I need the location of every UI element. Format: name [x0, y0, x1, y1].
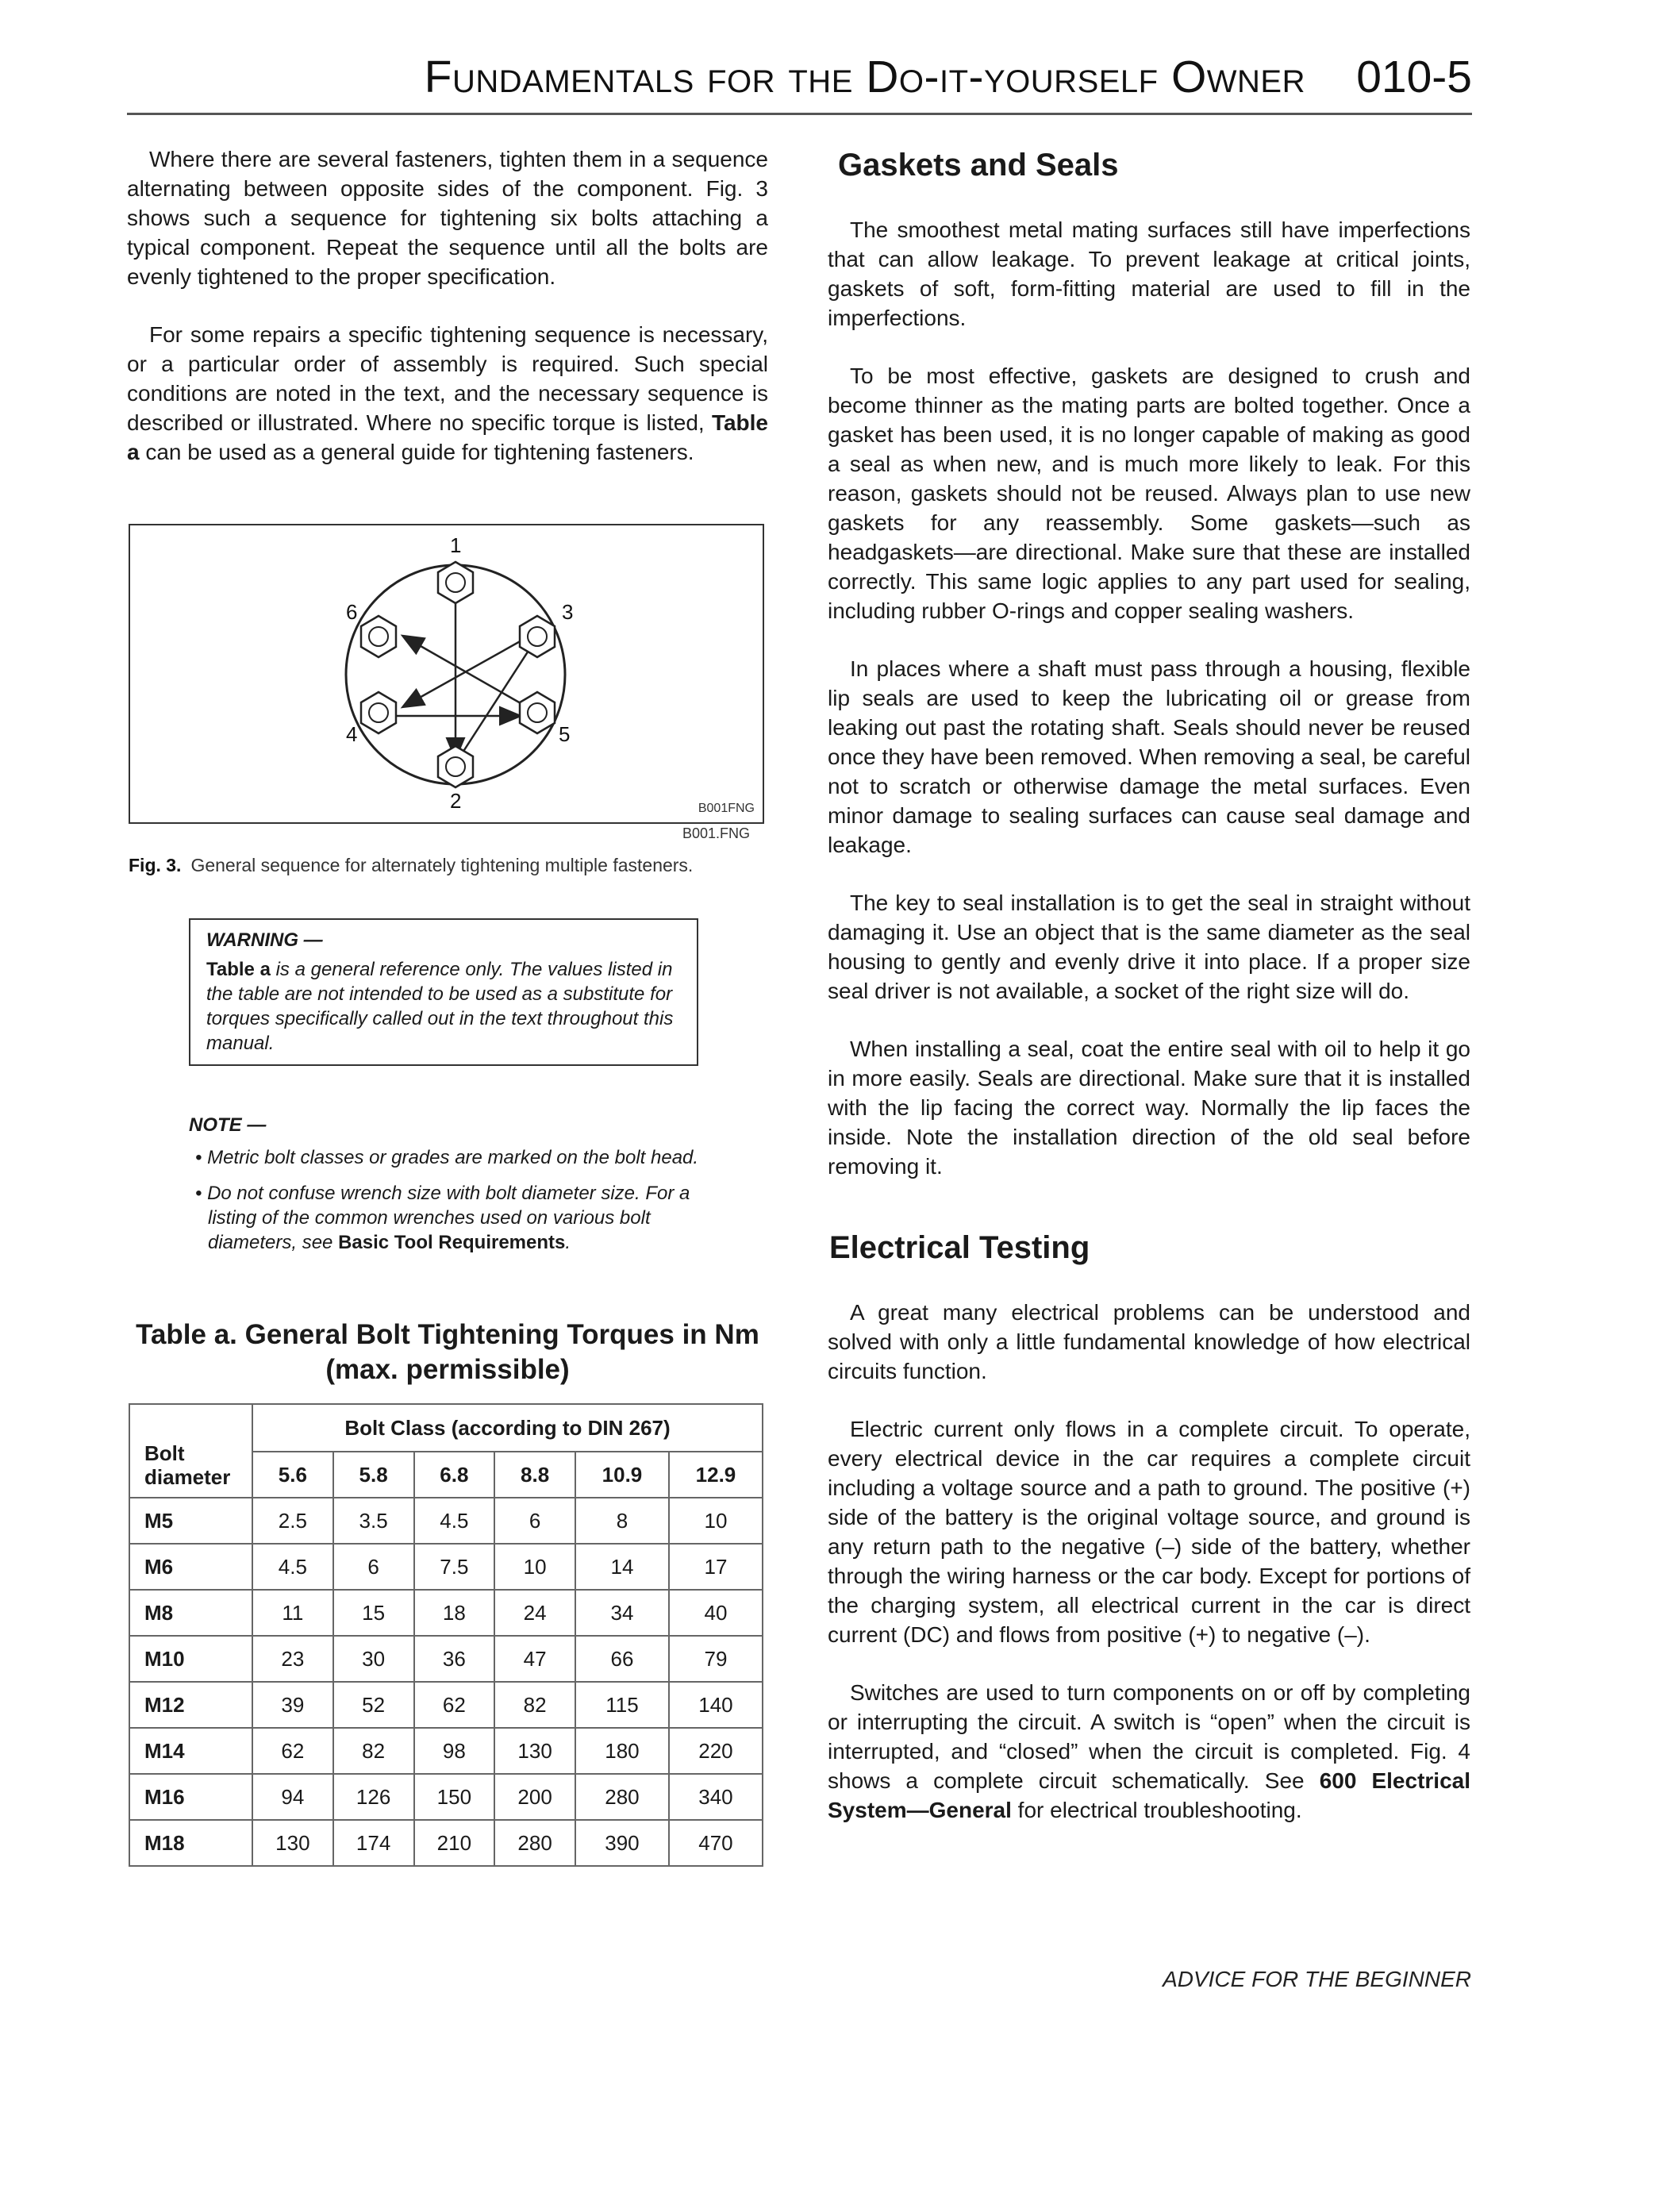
warning-table-ref: Table a — [206, 959, 271, 980]
paragraph — [828, 1678, 1470, 1825]
figure-caption — [129, 855, 693, 876]
bolt-label-6: 6 — [346, 600, 358, 624]
para2-text-c: can be used as a general guide for tightening fasteners. — [139, 440, 694, 464]
right-column — [828, 144, 1470, 1853]
paragraph: When installing a seal, coat the entire seal with oil to help it go in more easily. Seals are directional. Make sure that it is installed with the lip facing the correct way. Normally the lip faces the inside. Note the installation direction of the old seal before removing it. — [828, 1037, 1470, 1179]
paragraph: Electric current only flows in a complete circuit. To operate, every electrical device in the car requires a complete circuit including a voltage source and a path to ground. The positive (+) side of the battery is the original voltage source, and ground is any return path to the negative (–) side of the battery, whether through the wiring harness or the car body. Except for portions of the charging system, all electrical current in the car is direct current (DC) and flows from positive (+) to negative (–). — [828, 1417, 1470, 1647]
row-label: M10 — [129, 1636, 252, 1682]
table-cell: 6 — [494, 1498, 575, 1544]
paragraph: A great many electrical problems can be understood and solved with only a little fundamental knowledge of how electrical circuits function. — [828, 1300, 1470, 1383]
table-cell: 79 — [669, 1636, 763, 1682]
bolt-3-icon — [520, 616, 555, 657]
table-cell: 36 — [414, 1636, 495, 1682]
table-row — [129, 1498, 763, 1544]
table-cell: 130 — [252, 1820, 333, 1866]
figure-caption-text: General sequence for alternately tightening multiple fasteners. — [190, 855, 694, 875]
paragraph-special-sequence — [127, 320, 768, 467]
bolt-1-icon — [438, 562, 473, 603]
bolt-diameter-header: Bolt diameter — [129, 1404, 252, 1498]
note-item: • Do not confuse wrench size with bolt diameter size. For a listing of the common wrenches used on various bolt diameters, see Basic Tool Requirements. — [195, 1183, 690, 1253]
table-cell: 220 — [669, 1728, 763, 1774]
table-title — [127, 1318, 768, 1387]
figure-3 — [129, 524, 764, 824]
section-heading-gaskets: Gaskets and Seals — [838, 148, 1119, 183]
table-row — [129, 1820, 763, 1866]
figure-code-inner: B001FNG — [698, 802, 755, 815]
table-row — [129, 1636, 763, 1682]
table-cell: 82 — [494, 1682, 575, 1728]
paragraph: The smoothest metal mating surfaces still have imperfections that can allow leakage. To prevent leakage at critical joints, gaskets of soft, form-fitting material are used to fill in the imperfections. — [828, 217, 1470, 330]
note-item-1-text: Metric bolt classes or grades are marked on the bolt head. — [207, 1147, 699, 1168]
left-column — [127, 144, 768, 495]
table-cell: 280 — [494, 1820, 575, 1866]
table-cell: 340 — [669, 1774, 763, 1820]
bolt-6-icon — [361, 616, 396, 657]
table-cell: 94 — [252, 1774, 333, 1820]
table-cell: 115 — [575, 1682, 669, 1728]
table-cell: 17 — [669, 1544, 763, 1590]
bolt-label-1: 1 — [450, 533, 462, 557]
figure-code: B001.FNG — [682, 825, 751, 841]
table-cell: 47 — [494, 1636, 575, 1682]
row-label: M16 — [129, 1774, 252, 1820]
table-cell: 150 — [414, 1774, 495, 1820]
table-cell: 140 — [669, 1682, 763, 1728]
torque-table — [129, 1403, 763, 1867]
note-title: NOTE — — [189, 1114, 267, 1136]
warning-title: WARNING — — [206, 929, 323, 951]
page-header — [127, 49, 1472, 115]
bolt-label-2: 2 — [450, 789, 462, 813]
table-cell: 470 — [669, 1820, 763, 1866]
table-cell: 6 — [333, 1544, 414, 1590]
table-title-line-1: Table a. General Bolt Tightening Torques in Nm — [136, 1319, 759, 1350]
table-title-line-2: (max. permissible) — [325, 1354, 570, 1385]
table-cell: 62 — [414, 1682, 495, 1728]
table-row — [129, 1728, 763, 1774]
table-cell: 280 — [575, 1774, 669, 1820]
table-cell: 180 — [575, 1728, 669, 1774]
table-cell: 40 — [669, 1590, 763, 1636]
table-cell: 210 — [414, 1820, 495, 1866]
table-cell: 23 — [252, 1636, 333, 1682]
paragraph: The key to seal installation is to get the seal in straight without damaging it. Use an object that is the same diameter as the seal housing to gently and evenly drive it into place. If a proper size seal driver is not available, a socket of the right size will do. — [828, 891, 1470, 1003]
row-label: M6 — [129, 1544, 252, 1590]
note-item: • Metric bolt classes or grades are marked on the bolt head. — [195, 1147, 699, 1168]
row-label: M5 — [129, 1498, 252, 1544]
table-row — [129, 1682, 763, 1728]
row-label: M12 — [129, 1682, 252, 1728]
p8-text-c: for electrical troubleshooting. — [1011, 1798, 1302, 1822]
column-header: 12.9 — [669, 1452, 763, 1498]
table-cell: 98 — [414, 1728, 495, 1774]
table-cell: 66 — [575, 1636, 669, 1682]
bolt-5-icon — [520, 692, 555, 733]
bolt-class-header: Bolt Class (according to DIN 267) — [252, 1404, 763, 1452]
section-heading-electrical: Electrical Testing — [829, 1230, 1090, 1265]
warning-box — [189, 918, 698, 1066]
table-cell: 39 — [252, 1682, 333, 1728]
column-header: 5.6 — [252, 1452, 333, 1498]
row-label: M8 — [129, 1590, 252, 1636]
table-cell: 130 — [494, 1728, 575, 1774]
warning-text — [206, 957, 681, 1056]
table-cell: 30 — [333, 1636, 414, 1682]
table-cell: 18 — [414, 1590, 495, 1636]
bolt-4-icon — [361, 692, 396, 733]
note-block — [189, 1113, 705, 1266]
warning-body: is a general reference only. The values listed in the table are not intended to be used as a substitute for torques specifically called out in the text throughout this manual. — [206, 959, 674, 1054]
footer-section-title: ADVICE FOR THE BEGINNER — [1163, 1967, 1471, 1991]
table-a-reference: Table a — [127, 410, 768, 464]
column-header: 6.8 — [414, 1452, 495, 1498]
p8-text-a: Switches are used to turn components on or off by completing or interrupting the circuit. A switch is “open” when the circuit is interrupted, and “closed” when the circuit is completed. Fig. 4 shows a complete circuit schematically. See — [828, 1680, 1470, 1793]
row-label: M18 — [129, 1820, 252, 1866]
note-item-2-text: Do not confuse wrench size with bolt diameter size. For a listing of the common wrenches used on various bolt diameters, see — [207, 1183, 690, 1253]
table-cell: 4.5 — [252, 1544, 333, 1590]
table-cell: 52 — [333, 1682, 414, 1728]
bolt-sequence-diagram — [130, 525, 763, 822]
table-cell: 82 — [333, 1728, 414, 1774]
table-cell: 126 — [333, 1774, 414, 1820]
bolt-label-3: 3 — [562, 600, 574, 624]
para2-text-a: For some repairs a specific tightening sequence is necessary, or a particular order of assembly is required. Such special conditions are noted in the text, and the necessary sequence is described or illustrated. Where no specific torque is listed, — [127, 322, 768, 435]
header-title: Fundamentals for the Do-it-yourself Owner — [424, 52, 1305, 102]
table-cell: 10 — [494, 1544, 575, 1590]
table-cell: 174 — [333, 1820, 414, 1866]
page-number: 010-5 — [1356, 52, 1472, 102]
table-cell: 200 — [494, 1774, 575, 1820]
table-cell: 2.5 — [252, 1498, 333, 1544]
table-cell: 34 — [575, 1590, 669, 1636]
column-header: 8.8 — [494, 1452, 575, 1498]
bolt-label-5: 5 — [559, 722, 571, 746]
table-cell: 3.5 — [333, 1498, 414, 1544]
bolt-label-4: 4 — [346, 722, 358, 746]
column-header: 5.8 — [333, 1452, 414, 1498]
electrical-system-reference: 600 Electrical System—General — [828, 1768, 1470, 1822]
paragraph: In places where a shaft must pass through a housing, flexible lip seals are used to keep the lubricating oil or grease from leaking out past the rotating shaft. Seals should never be reused once they have been removed. When removing a seal, be careful not to scratch or otherwise damage the metal surfaces. Even minor damage to sealing surfaces can cause seal damage and leakage. — [828, 656, 1470, 857]
table-cell: 4.5 — [414, 1498, 495, 1544]
table-cell: 10 — [669, 1498, 763, 1544]
table-cell: 11 — [252, 1590, 333, 1636]
paragraph: To be most effective, gaskets are designed to crush and become thinner as the mating parts are bolted together. Once a gasket has been used, it is no longer capable of making as good a seal as when new, and is much more likely to leak. For this reason, gaskets should not be reused. Always plan to use new gaskets for any reassembly. Some gaskets—such as headgaskets—are directional. Make sure that these are installed correctly. This same logic applies to any part used for sealing, including rubber O-rings and copper sealing washers. — [828, 364, 1470, 623]
column-header: 10.9 — [575, 1452, 669, 1498]
row-label: M14 — [129, 1728, 252, 1774]
table-cell: 8 — [575, 1498, 669, 1544]
basic-tool-reference: Basic Tool Requirements — [338, 1232, 566, 1253]
table-row — [129, 1590, 763, 1636]
note-item-2-end: . — [565, 1232, 571, 1253]
paragraph-sequence: Where there are several fasteners, tighten them in a sequence alternating between opposite sides of the component. Fig. 3 shows such a sequence for tightening six bolts attaching a typical component. Repeat the sequence until all the bolts are evenly tightened to the proper specification. — [127, 147, 768, 289]
table-header-row — [129, 1404, 763, 1452]
table-cell: 24 — [494, 1590, 575, 1636]
table-cell: 14 — [575, 1544, 669, 1590]
table-cell: 15 — [333, 1590, 414, 1636]
table-cell: 7.5 — [414, 1544, 495, 1590]
bolt-2-icon — [438, 746, 473, 787]
table-cell: 62 — [252, 1728, 333, 1774]
figure-caption-label: Fig. 3. — [129, 855, 182, 875]
table-row — [129, 1774, 763, 1820]
table-cell: 390 — [575, 1820, 669, 1866]
table-row — [129, 1544, 763, 1590]
